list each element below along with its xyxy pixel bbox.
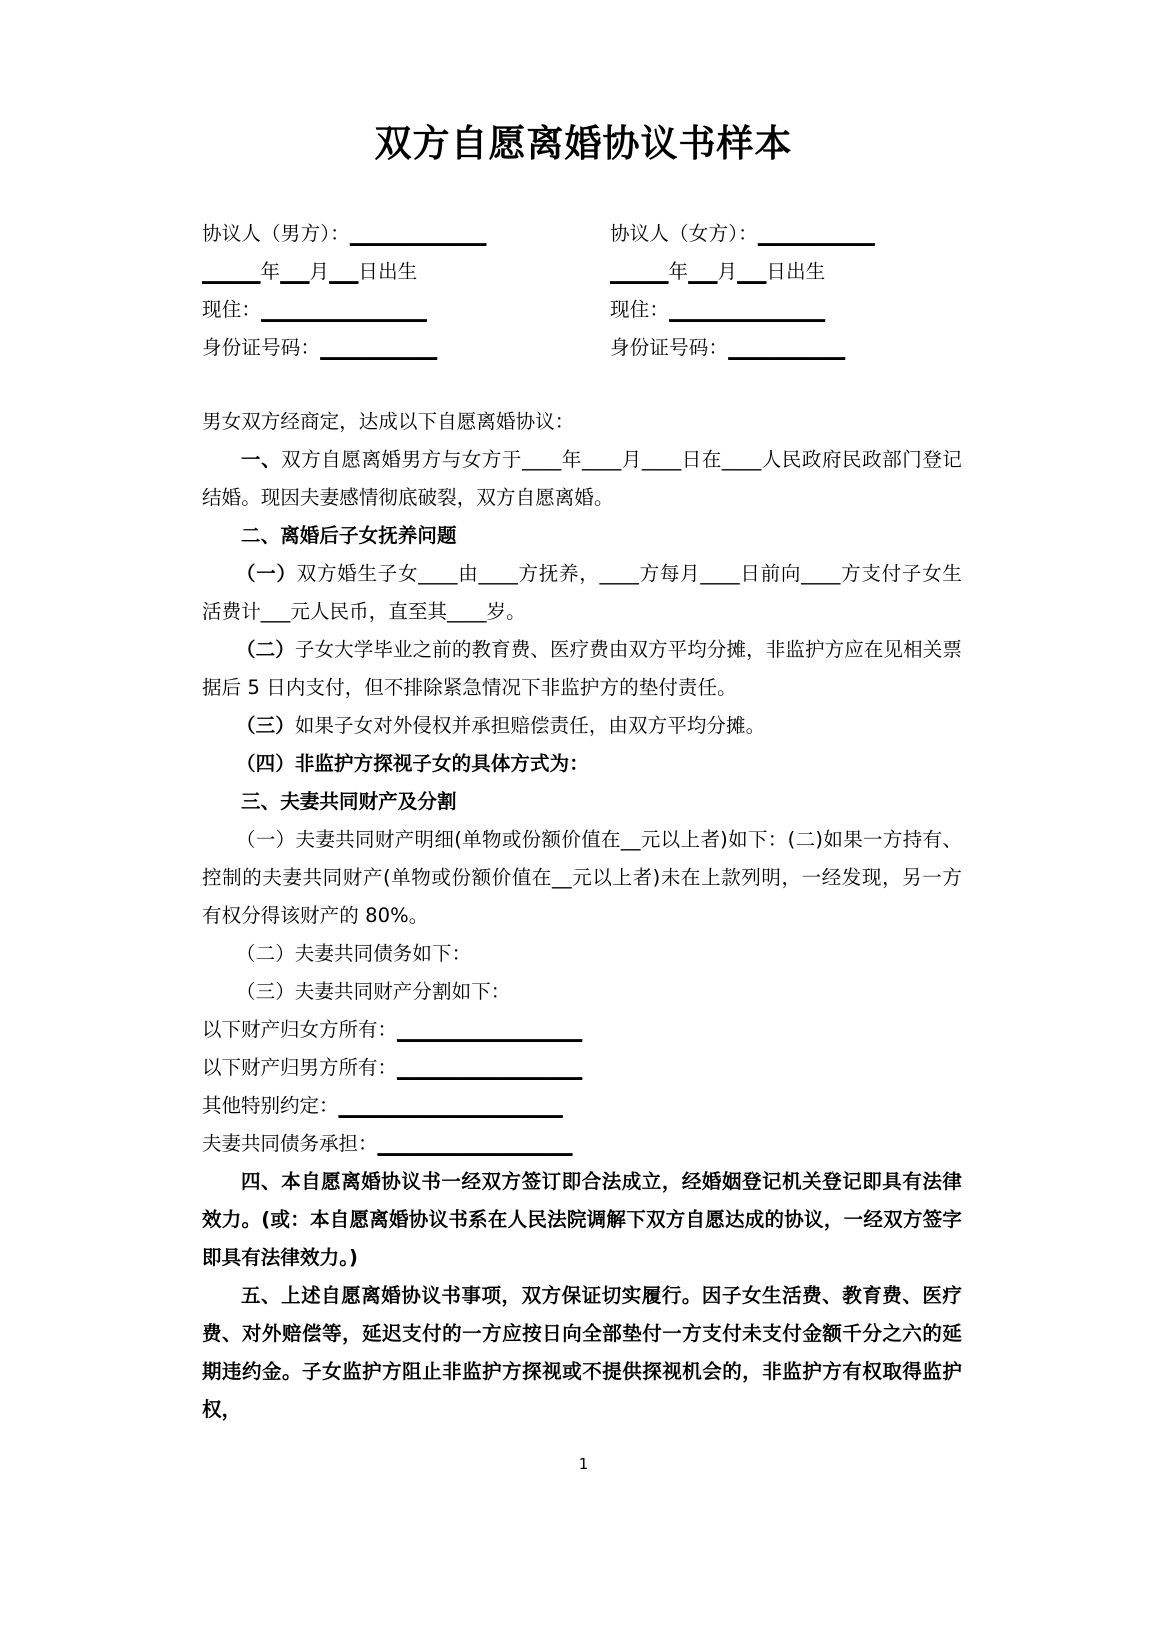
male-birth-month-unit: 月 [309,260,330,283]
page-title: 双方自愿离婚协议书样本 [374,122,793,165]
female-address-line [610,291,962,329]
clause-2-item-b [202,631,962,707]
female-birth-day-blank: ___ [737,260,767,283]
female-id-blank: ____________ [728,336,846,359]
debt-burden-blank[interactable]: ____________________ [377,1132,573,1155]
male-name-line [202,215,582,253]
female-id-label: 身份证号码： [610,336,729,359]
page-number: 1 [578,1455,589,1473]
clause-2-item-d [202,745,962,783]
female-birth-suffix: 日出生 [766,260,826,283]
clause-2-item-d-number: （四） [236,752,295,775]
male-id-line [202,329,582,367]
clause-1-text: 双方自愿离婚男方与女方于____年____月____日在____人民政府民政部门登记结婚。现因夫妻感情彻底破裂，双方自愿离婚。 [202,448,963,509]
male-birth-day-blank: ___ [329,260,359,283]
debt-burden-label: 夫妻共同债务承担： [202,1132,378,1155]
clause-2-item-c [202,707,962,745]
clause-1 [202,441,962,517]
female-name-line [610,215,962,253]
clause-3-item-b: （二）夫妻共同债务如下： [236,942,472,965]
clause-2-number: 二、 [241,524,281,547]
female-property-fill-line [202,1011,962,1049]
male-name-label: 协议人（男方）： [202,222,350,245]
parties-block [202,215,962,367]
clause-4-number: 四、 [241,1170,282,1193]
male-address-label: 现住： [202,298,262,321]
male-birth-year-unit: 年 [260,260,281,283]
female-birth-year-unit: 年 [668,260,689,283]
clause-2-item-a [202,555,962,631]
male-birth-month-blank: ___ [280,260,310,283]
male-birth-suffix: 日出生 [358,260,418,283]
male-address-blank: _________________ [261,298,427,321]
party-female-column [582,215,962,367]
male-name-blank: ______________ [349,222,487,245]
special-terms-label: 其他特别约定： [202,1094,339,1117]
clause-2-item-a-number: （一） [236,562,297,585]
male-id-label: 身份证号码： [202,336,321,359]
female-property-blank[interactable]: ___________________ [397,1018,583,1041]
clause-2-item-d-text: 非监护方探视子女的具体方式为： [294,752,589,775]
debt-burden-fill-line [202,1125,962,1163]
male-property-blank[interactable]: ___________________ [397,1056,583,1079]
clause-4 [202,1163,962,1277]
female-name-blank: ____________ [757,222,875,245]
clause-1-number: 一、 [241,448,282,471]
spacer [202,367,962,403]
clause-5-text: 上述自愿离婚协议书事项，双方保证切实履行。因子女生活费、教育费、医疗费、对外赔偿等，延迟支付的一方应按日向全部垫付一方支付未支付金额千分之六的延期违约金。子女监护方阻止非监护方探视或不提供探视机会的，非监护方有权取得监护权， [202,1284,963,1421]
clause-3-item-a: （一）夫妻共同财产明细(单物或份额价值在__元以上者)如下：(二)如果一方持有、控制的夫妻共同财产(单物或份额价值在__元以上者)未在上款列明，一经发现，另一方有权分得该财产的 80%。 [202,828,962,927]
document-body [202,215,962,1429]
clause-3-title: 夫妻共同财产及分割 [280,790,457,813]
special-terms-blank[interactable]: _______________________ [338,1094,563,1117]
female-birth-month-blank: ___ [688,260,718,283]
clause-3-heading [202,783,962,821]
male-address-line [202,291,582,329]
clause-5-number: 五、 [241,1284,282,1307]
clause-4-text: 本自愿离婚协议书一经双方签订即合法成立，经婚姻登记机关登记即具有法律效力。(或：本自愿离婚协议书系在人民法院调解下双方自愿达成的协议，一经双方签字即具有法律效力。) [202,1170,963,1269]
female-name-label: 协议人（女方）： [610,222,758,245]
party-male-column [202,215,582,367]
clause-2-item-b-number: （二） [236,638,295,661]
clause-3-number: 三、 [241,790,281,813]
female-birth-month-unit: 月 [717,260,738,283]
clause-5 [202,1277,962,1429]
male-id-blank: ____________ [320,336,438,359]
clause-2-title: 离婚后子女抚养问题 [280,524,457,547]
male-property-label: 以下财产归男方所有： [202,1056,398,1079]
female-birth-line [610,253,962,291]
clause-2-heading [202,517,962,555]
female-birth-year-blank: ______ [610,260,669,283]
preamble-paragraph: 男女双方经商定，达成以下自愿离婚协议： [202,410,575,433]
male-birth-year-blank: ______ [202,260,261,283]
clause-3-item-c: （三）夫妻共同财产分割如下： [236,980,511,1003]
male-property-fill-line [202,1049,962,1087]
male-birth-line [202,253,582,291]
female-id-line [610,329,962,367]
female-address-blank: ________________ [669,298,826,321]
clause-2-item-c-text: 如果子女对外侵权并承担赔偿责任，由双方平均分摊。 [294,714,766,737]
female-property-label: 以下财产归女方所有： [202,1018,398,1041]
clause-2-item-b-text: 子女大学毕业之前的教育费、医疗费由双方平均分摊，非监护方应在见相关票据后 5 日内支付，但不排除紧急情况下非监护方的垫付责任。 [202,638,962,699]
clause-2-item-c-number: （三） [236,714,295,737]
clause-2-item-a-text: 双方婚生子女____由____方抚养，____方每月____日前向____方支付子女生活费计___元人民币，直至其____岁。 [202,562,962,623]
female-address-label: 现住： [610,298,670,321]
special-terms-fill-line [202,1087,962,1125]
